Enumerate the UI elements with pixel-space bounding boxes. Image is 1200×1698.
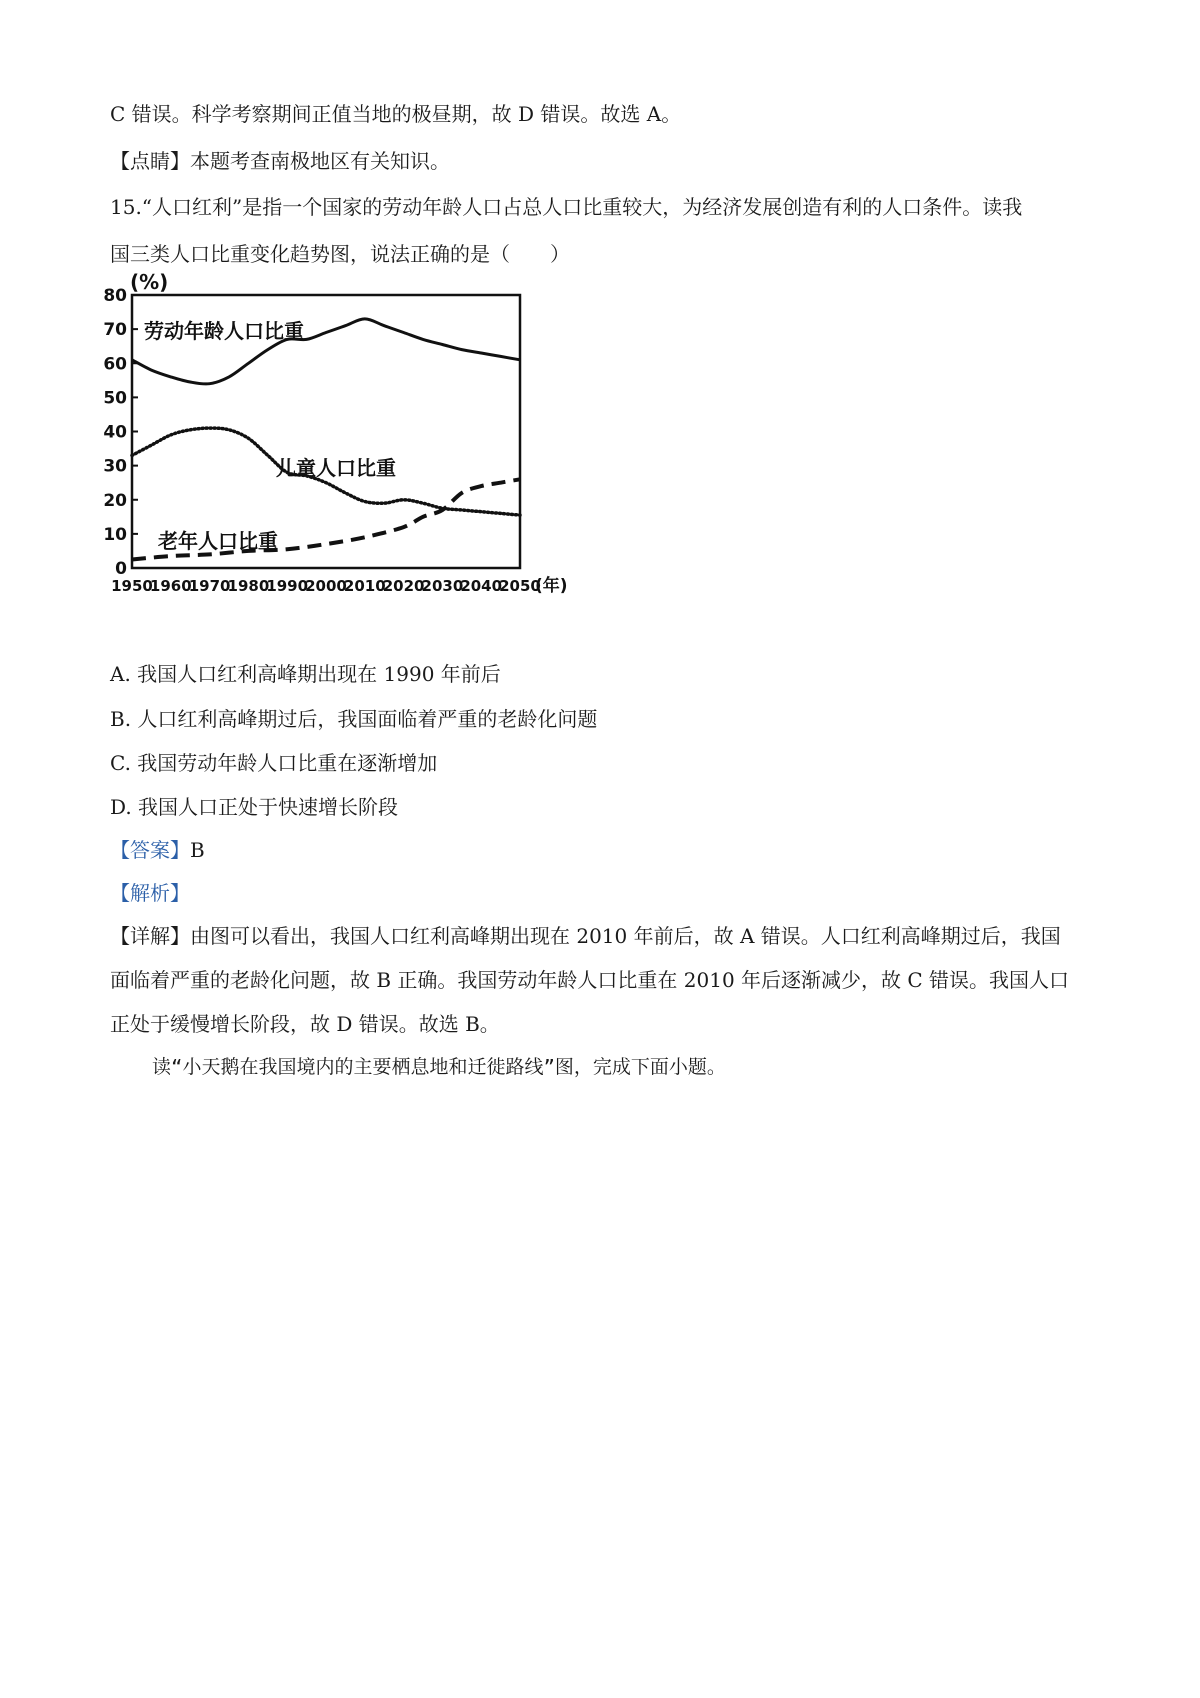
x-tick-label: 1990 <box>266 577 309 595</box>
y-tick-label: 20 <box>103 490 127 511</box>
prev-answer-line: C 错误。科学考察期间正值当地的极昼期，故 D 错误。故选 A。 <box>110 102 682 126</box>
x-tick-label: 2030 <box>421 577 464 595</box>
y-tick-label: 30 <box>103 456 127 477</box>
y-tick-label: 60 <box>103 354 127 375</box>
detail-line-2: 面临着严重的老龄化问题，故 B 正确。我国劳动年龄人口比重在 2010 年后逐渐减少，故 C 错误。我国人口 <box>110 968 1070 992</box>
x-tick-label: 1950 <box>111 577 153 595</box>
next-question-intro: 读“小天鹅在我国境内的主要栖息地和迁徙路线”图，完成下面小题。 <box>152 1056 726 1078</box>
x-tick-label: 2010 <box>343 577 386 595</box>
y-tick-label: 10 <box>103 524 127 545</box>
y-axis-label: (%) <box>130 270 169 294</box>
y-tick-label: 80 <box>103 286 127 306</box>
y-tick-label: 40 <box>103 422 127 443</box>
question-15-line1: 15.“人口红利”是指一个国家的劳动年龄人口占总人口比重较大，为经济发展创造有利的人口条件。读我 <box>110 195 1023 219</box>
option-c: C. 我国劳动年龄人口比重在逐渐增加 <box>110 751 438 775</box>
x-tick-label: 2040 <box>460 577 503 595</box>
y-tick-label: 0 <box>115 559 127 579</box>
series-label-elderly: 老年人口比重 <box>158 529 278 553</box>
answer-label: 【答案】 <box>110 838 190 862</box>
detail-line-1: 【详解】由图可以看出，我国人口红利高峰期出现在 2010 年前后，故 A 错误。人口红利高峰期过后，我国 <box>110 924 1061 948</box>
x-tick-label: 1970 <box>188 577 231 595</box>
series-label-labor: 劳动年龄人口比重 <box>144 319 304 343</box>
option-b: B. 人口红利高峰期过后，我国面临着严重的老龄化问题 <box>110 707 598 731</box>
tip-line: 【点睛】本题考查南极地区有关知识。 <box>110 149 450 173</box>
x-axis-label: (年) <box>535 576 568 596</box>
population-ratio-chart <box>103 270 630 615</box>
y-tick-label: 50 <box>103 388 127 409</box>
option-d: D. 我国人口正处于快速增长阶段 <box>110 795 399 819</box>
series-group <box>132 319 520 560</box>
x-tick-labels <box>111 577 541 595</box>
x-tick-label: 2020 <box>382 577 425 595</box>
detail-line-3: 正处于缓慢增长阶段，故 D 错误。故选 B。 <box>110 1012 500 1036</box>
x-tick-label: 2000 <box>305 577 347 595</box>
question-15-line2: 国三类人口比重变化趋势图，说法正确的是（ ） <box>110 242 570 266</box>
answer-line <box>110 836 205 864</box>
answer-value: B <box>190 838 205 862</box>
analysis-label: 【解析】 <box>110 881 190 905</box>
series-label-children: 儿童人口比重 <box>276 456 396 480</box>
y-tick-label: 70 <box>103 320 127 341</box>
x-tick-label: 2050 <box>499 577 541 595</box>
x-tick-label: 1960 <box>149 577 192 595</box>
option-a: A. 我国人口红利高峰期出现在 1990 年前后 <box>110 662 501 686</box>
x-tick-label: 1980 <box>227 577 270 595</box>
